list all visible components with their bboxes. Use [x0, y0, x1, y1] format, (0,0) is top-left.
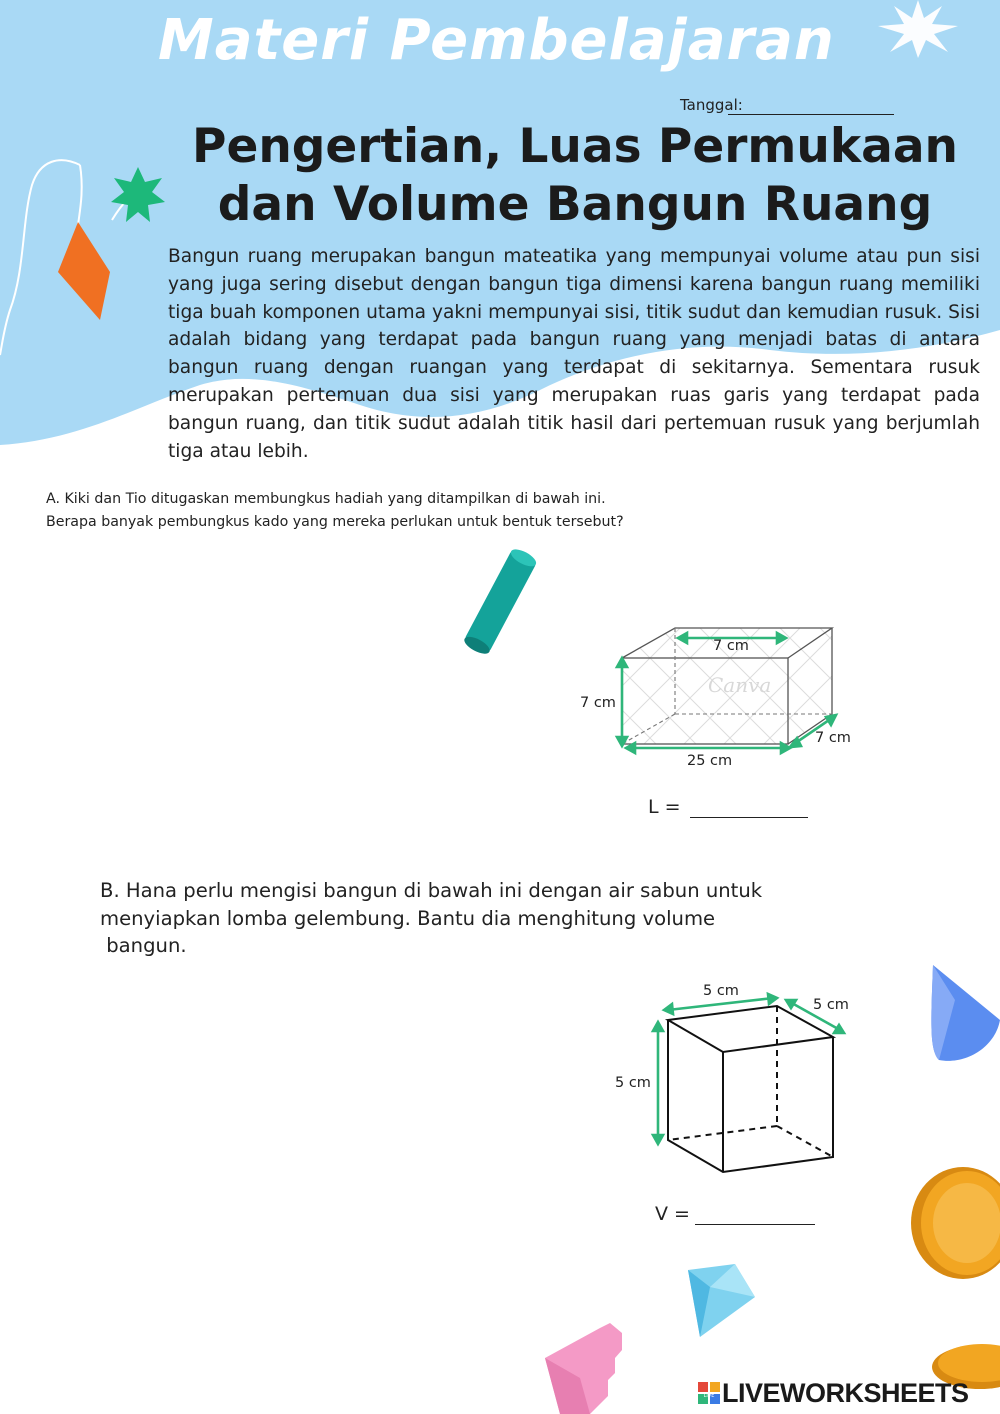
liveworksheets-brand[interactable]: LIVEWORKSHEETS — [722, 1378, 969, 1408]
sun-decoration-icon — [868, 0, 968, 60]
question-b-line2: menyiapkan lomba gelembung. Bantu dia menghitung volume — [100, 906, 716, 930]
date-input-line[interactable] — [728, 114, 894, 115]
coin-decoration-icon — [905, 1165, 1000, 1285]
banner-title: Materi Pembelajaran — [158, 8, 835, 73]
logo-letters: LIVE — [703, 1393, 715, 1399]
answer-a-label: L = — [648, 796, 681, 818]
cube-top-label: 5 cm — [703, 983, 739, 999]
page-title — [180, 118, 970, 234]
page-title-line1: Pengertian, Luas Permukaan — [192, 119, 958, 174]
question-a-line2: Berapa banyak pembungkus kado yang mereka perlukan untuk bentuk tersebut? — [46, 514, 624, 530]
question-b-line1: B. Hana perlu mengisi bangun di bawah ini dengan air sabun untuk — [100, 879, 763, 902]
question-a — [46, 488, 766, 534]
liveworksheets-logo-icon — [698, 1382, 720, 1404]
cube-left-label: 5 cm — [615, 1075, 651, 1091]
diamond-decoration-icon — [680, 1262, 760, 1342]
cylinder-decoration-icon — [458, 545, 543, 660]
answer-b-input[interactable] — [695, 1224, 815, 1225]
question-b-line3: bangun. — [100, 934, 187, 957]
cube-figure — [640, 990, 860, 1180]
date-label: Tanggal: — [680, 96, 743, 114]
pink-shape-decoration-icon — [540, 1318, 635, 1414]
cuboid-depth-label: 7 cm — [815, 730, 851, 746]
cone-decoration-icon — [925, 960, 1000, 1070]
cuboid-left-label: 7 cm — [580, 695, 616, 711]
question-a-line1: A. Kiki dan Tio ditugaskan membungkus hadiah yang ditampilkan di bawah ini. — [46, 491, 606, 507]
cube-depth-label: 5 cm — [813, 997, 849, 1013]
page-title-line2: dan Volume Bangun Ruang — [217, 177, 933, 232]
answer-a-input[interactable] — [690, 817, 808, 818]
cuboid-top-label: 7 cm — [713, 638, 749, 654]
intro-paragraph: Bangun ruang merupakan bangun mateatika yang mempunyai volume atau pun sisi yang juga sering disebut dengan bangun tiga dimensi karena bangun ruang memiliki tiga buah komponen utama yakni mempunyai sisi, titik sudut dan kemudian rusuk. Sisi adalah bidang yang terdapat pada bangun ruang yang menjadi batas di antara bangun ruang dengan ruangan yang terdapat di sekitarnya. Sementara rusuk merupakan pertemuan dua sisi yang merupakan ruas garis yang terdapat pada bangun ruang, dan titik sudut adalah titik hasil dari pertemuan rusuk yang berjumlah tiga atau lebih. — [168, 246, 980, 462]
kite-decoration-icon — [0, 150, 175, 360]
cuboid-bottom-label: 25 cm — [687, 753, 733, 769]
canva-watermark: Canva — [708, 673, 772, 697]
answer-b-label: V = — [655, 1203, 690, 1225]
question-b — [100, 877, 780, 960]
